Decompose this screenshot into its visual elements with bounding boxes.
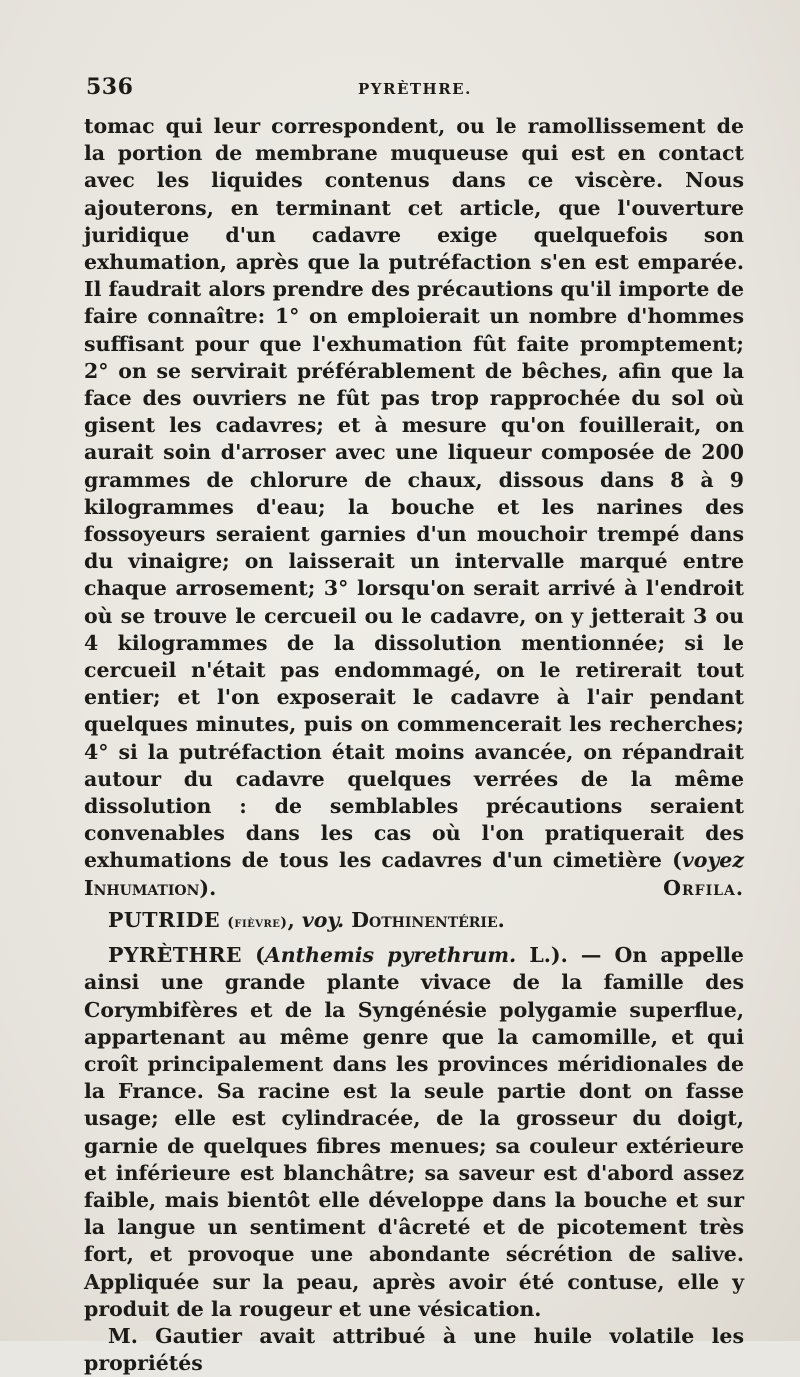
entry-headword: PYRÈTHRE bbox=[108, 943, 242, 968]
entry-text: — On appelle ainsi une grande plante vivace de la famille des Corymbifères et de la Syngénésie polygamie superflue, appartenant au même genre que la camomille, et qui croît principalement dans les provinces méridionales de la France. Sa racine est la seule partie dont on fasse usage; elle est cylindracée, de la grosseur du doigt, garnie de quelques fibres menues; sa couleur extérieure et inférieure est blanchâtre; sa saveur est d'abord assez faible, mais bientôt elle développe dans la bouche et sur la langue un sentiment d'âcreté et de picotement très fort, et provoque une abondante sécrétion de salive. Appliquée sur la peau, après avoir été contuse, elle y produit de la rougeur et une vésication. bbox=[84, 943, 744, 1321]
entry-qualifier: (fièvre) bbox=[227, 914, 288, 931]
cross-reference: Dothinentérie. bbox=[351, 907, 505, 932]
see-reference-label: voy. bbox=[301, 907, 345, 932]
page-body bbox=[84, 113, 744, 1377]
page-header bbox=[86, 74, 742, 104]
author-signature: Orfila. bbox=[663, 875, 744, 900]
page-number: 536 bbox=[86, 74, 134, 100]
entry-headword: PUTRIDE bbox=[108, 907, 221, 932]
author-abbrev: L.). bbox=[516, 943, 568, 968]
latin-open: ( bbox=[242, 943, 265, 968]
entry-pyrethre bbox=[84, 942, 744, 1323]
entry-putride bbox=[84, 907, 744, 937]
separator: , bbox=[287, 907, 302, 932]
paragraph-text: tomac qui leur correspondent, ou le ramollissement de la portion de membrane muqueuse qui est en contact avec les liquides contenus dans ce viscère. Nous ajouterons, en terminant cet article, que l'ouverture juridique d'un cadavre exige quelquefois son exhumation, après que la putréfaction s'en est emparée. Il faudrait alors prendre des précautions qu'il importe de faire connaître: 1° on emploierait un nombre d'hommes suffisant pour que l'exhumation fût faite promptement; 2° on se servirait préférablement de bêches, afin que la face des ouvriers ne fût pas trop rapprochée du sol où gisent les cadavres; et à mesure qu'on fouillerait, on aurait soin d'arroser avec une liqueur composée de 200 grammes de chlorure de chaux, dissous dans 8 à 9 kilogrammes d'eau; la bouche et les narines des fossoyeurs seraient garnies d'un mouchoir trempé dans du vinaigre; on laisserait un intervalle marqué entre chaque arrosement; 3° lorsqu'on serait arrivé à l'endroit où se trouve le cercueil ou le cadavre, on y jetterait 3 ou 4 kilogrammes de la dissolution mentionnée; si le cercueil n'était pas endommagé, on le retirerait tout entier; et l'on exposerait le cadavre à l'air pendant quelques minutes, puis on commencerait les recherches; 4° si la putréfaction était moins avancée, on répandrait autour du cadavre quelques verrées de la même dissolution : de semblables précautions seraient convenables dans les cas où l'on pratiquerait des exhumations de tous les cadavres d'un cimetière ( bbox=[84, 114, 744, 873]
cross-reference: Inhumation bbox=[84, 875, 200, 900]
paragraph-gautier: M. Gautier avait attribué à une huile volatile les propriétés bbox=[84, 1323, 744, 1376]
running-title: PYRÈTHRE. bbox=[358, 80, 472, 98]
paragraph-exhumation bbox=[84, 113, 744, 902]
paragraph-close: ). bbox=[199, 875, 217, 900]
see-reference-label: voyez bbox=[681, 848, 744, 873]
latin-name: Anthemis pyrethrum. bbox=[264, 943, 517, 968]
